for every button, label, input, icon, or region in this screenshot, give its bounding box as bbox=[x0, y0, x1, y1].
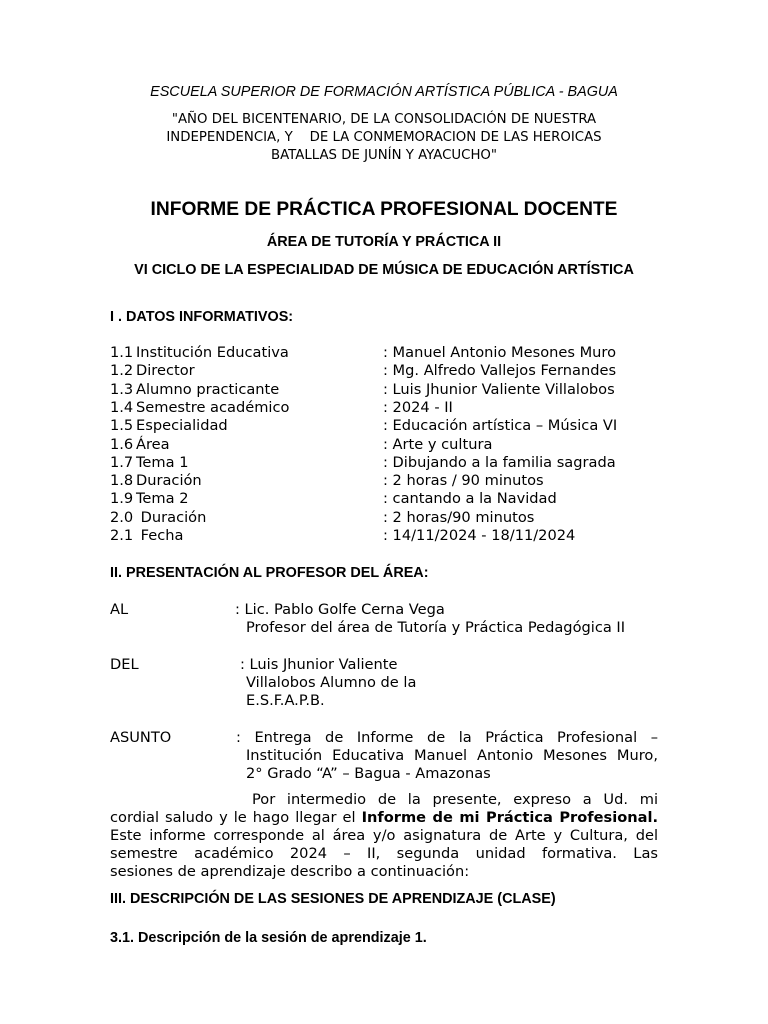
motto-line-1: "AÑO DEL BICENTENARIO, DE LA CONSOLIDACIÓN DE NUESTRA bbox=[171, 112, 597, 127]
datos-row-label: Tema 1 bbox=[136, 453, 189, 471]
datos-row-label: Alumno practicante bbox=[136, 380, 280, 398]
school-name: ESCUELA SUPERIOR DE FORMACIÓN ARTÍSTICA PÚBLICA - BAGUA bbox=[150, 84, 618, 100]
datos-row-number: 1.6 bbox=[110, 435, 134, 453]
datos-row-label: Duración bbox=[136, 508, 207, 526]
datos-row-label: Área bbox=[136, 435, 170, 453]
datos-row-value: : cantando a la Navidad bbox=[383, 490, 557, 508]
asunto-label: ASUNTO bbox=[110, 729, 172, 746]
al-recipient: : Lic. Pablo Golfe Cerna Vega bbox=[235, 601, 445, 618]
datos-row-number: 1.9 bbox=[110, 490, 134, 508]
datos-row-value: : Educación artística – Música VI bbox=[383, 417, 618, 435]
motto-line-2: INDEPENDENCIA, Y DE LA CONMEMORACION DE LAS HEROICAS bbox=[166, 130, 602, 145]
datos-row-label: Duración bbox=[136, 472, 202, 490]
body-line-3: Este informe corresponde al área y/o asignatura de Arte y Cultura, del bbox=[110, 827, 658, 844]
datos-row-number: 1.8 bbox=[110, 472, 134, 490]
datos-row-value: : 2 horas / 90 minutos bbox=[383, 472, 544, 490]
datos-row-value: : 14/11/2024 - 18/11/2024 bbox=[383, 527, 576, 544]
datos-row-value: : 2 horas/90 minutos bbox=[383, 508, 535, 526]
datos-row-value: : Arte y cultura bbox=[383, 435, 493, 453]
del-label: DEL bbox=[110, 656, 139, 673]
datos-row-number: 1.2 bbox=[110, 362, 134, 380]
datos-row-value: : Manuel Antonio Mesones Muro bbox=[383, 344, 617, 361]
datos-row-number: 1.7 bbox=[110, 453, 134, 471]
datos-row-value: : Dibujando a la familia sagrada bbox=[383, 453, 616, 471]
body-line-2-text: cordial saludo y le hago llegar el bbox=[110, 809, 362, 826]
datos-row-label: Institución Educativa bbox=[136, 344, 289, 361]
asunto-line-1: : Entrega de Informe de la Práctica Profesional – bbox=[236, 729, 658, 746]
session-1-heading: 3.1. Descripción de la sesión de aprendizaje 1. bbox=[110, 930, 427, 946]
del-sender-1: : Luis Jhunior Valiente bbox=[240, 656, 398, 673]
datos-row-number: 1.4 bbox=[110, 398, 134, 416]
datos-row-label: Tema 2 bbox=[136, 490, 189, 508]
al-label: AL bbox=[110, 601, 129, 618]
datos-row-number: 2.0 bbox=[110, 508, 134, 526]
report-cycle: VI CICLO DE LA ESPECIALIDAD DE MÚSICA DE EDUCACIÓN ARTÍSTICA bbox=[134, 262, 634, 278]
section-datos-heading: I . DATOS INFORMATIVOS: bbox=[110, 309, 294, 325]
datos-row-label: Semestre académico bbox=[136, 398, 290, 416]
datos-row-value: : Mg. Alfredo Vallejos Fernandes bbox=[383, 362, 617, 380]
report-subtitle: ÁREA DE TUTORÍA Y PRÁCTICA II bbox=[266, 234, 502, 250]
section-descripcion-heading: III. DESCRIPCIÓN DE LAS SESIONES DE APRENDIZAJE (CLASE) bbox=[110, 891, 556, 907]
datos-row-number: 1.1 bbox=[110, 344, 134, 361]
datos-row-value: : Luis Jhunior Valiente Villalobos bbox=[383, 380, 615, 398]
del-sender-2: Villalobos Alumno de la bbox=[246, 674, 417, 691]
body-line-2-bold: Informe de mi Práctica Profesional. bbox=[361, 809, 659, 826]
body-line-1: Por intermedio de la presente, expreso a Ud. mi bbox=[252, 791, 658, 808]
body-line-2 bbox=[110, 809, 658, 827]
datos-row-number: 1.5 bbox=[110, 417, 134, 435]
datos-row-number: 2.1 bbox=[110, 527, 134, 544]
asunto-line-3: 2° Grado “A” – Bagua - Amazonas bbox=[246, 765, 491, 782]
motto-line-3: BATALLAS DE JUNÍN Y AYACUCHO" bbox=[270, 148, 498, 163]
section-presentacion-heading: II. PRESENTACIÓN AL PROFESOR DEL ÁREA: bbox=[110, 565, 429, 581]
body-line-5: sesiones de aprendizaje describo a continuación: bbox=[110, 863, 470, 880]
datos-row-label: Director bbox=[136, 362, 195, 380]
datos-row-value: : 2024 - II bbox=[383, 398, 453, 416]
datos-row-number: 1.3 bbox=[110, 380, 134, 398]
body-line-4: semestre académico 2024 – II, segunda unidad formativa. Las bbox=[110, 845, 658, 862]
datos-row-label: Especialidad bbox=[136, 417, 228, 435]
report-title: INFORME DE PRÁCTICA PROFESIONAL DOCENTE bbox=[150, 199, 618, 220]
datos-row-label: Fecha bbox=[136, 527, 184, 544]
del-sender-3: E.S.F.A.P.B. bbox=[246, 692, 325, 709]
asunto-line-2: Institución Educativa Manuel Antonio Mesones Muro, bbox=[246, 747, 658, 764]
al-recipient-role: Profesor del área de Tutoría y Práctica Pedagógica II bbox=[246, 619, 626, 636]
